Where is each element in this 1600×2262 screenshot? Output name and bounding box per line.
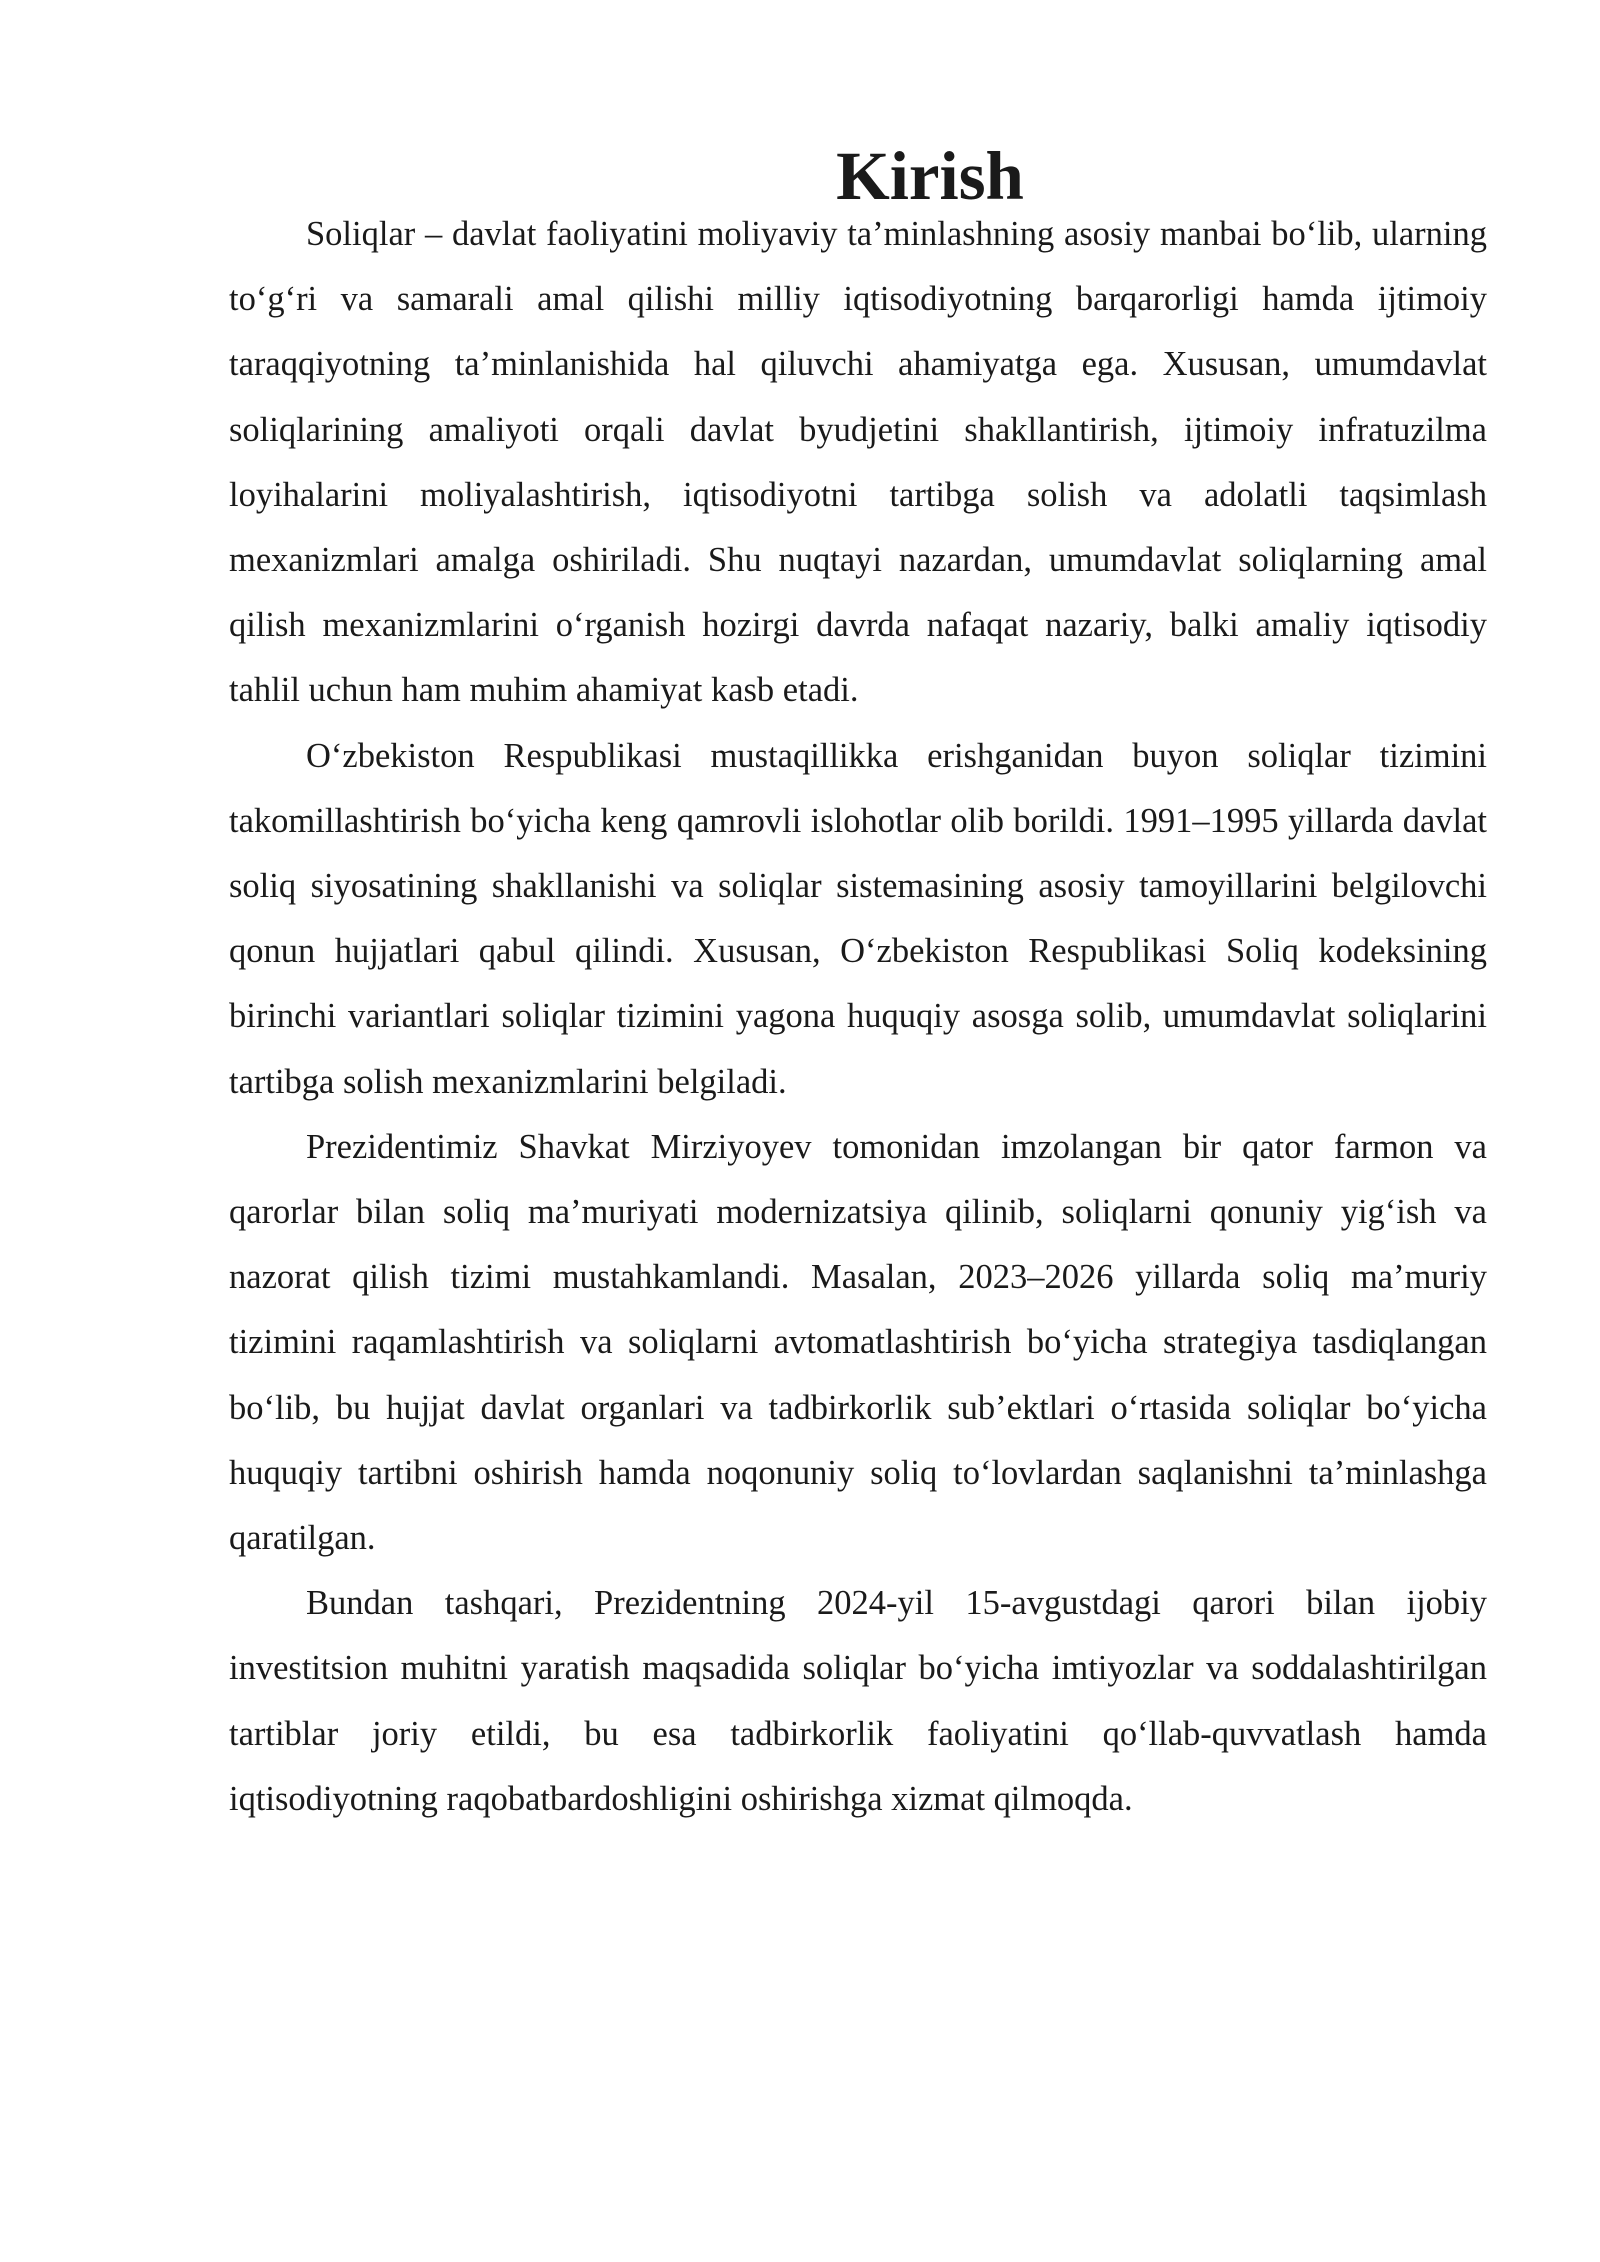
- document-body: [229, 138, 1487, 1832]
- paragraph-2: O‘zbekiston Respublikasi mustaqillikka erishganidan buyon soliqlar tizimini takomillashtirish bo‘yicha keng qamrovli islohotlar olib borildi. 1991–1995 yillarda davlat soliq siyosatining shakllanishi va soliqlar sistemasining asosiy tamoyillarini belgilovchi qonun hujjatlari qabul qilindi. Xususan, O‘zbekiston Respublikasi Soliq kodeksining birinchi variantlari soliqlar tizimini yagona huquqiy asosga solib, umumdavlat soliqlarini tartibga solish mexanizmlarini belgiladi.: [229, 736, 1487, 1101]
- page-title: Kirish: [836, 138, 1024, 214]
- paragraph-1: Soliqlar – davlat faoliyatini moliyaviy ta’minlashning asosiy manbai bo‘lib, ularning to‘g‘ri va samarali amal qilishi milliy iqtisodiyotning barqarorligi hamda ijtimoiy taraqqiyotning ta’minlanishida hal qiluvchi ahamiyatga ega. Xususan, umumdavlat soliqlarining amaliyoti orqali davlat byudjetini shakllantirish, ijtimoiy infratuzilma loyihalarini moliyalashtirish, iqtisodiyotni tartibga solish va adolatli taqsimlash mexanizmlari amalga oshiriladi. Shu nuqtayi nazardan, umumdavlat soliqlarning amal qilish mexanizmlarini o‘rganish hozirgi davrda nafaqat nazariy, balki amaliy iqtisodiy tahlil uchun ham muhim ahamiyat kasb etadi.: [229, 215, 1487, 710]
- paragraph-4: Bundan tashqari, Prezidentning 2024-yil 15-avgustdagi qarori bilan ijobiy investitsion muhitni yaratish maqsadida soliqlar bo‘yicha imtiyozlar va soddalashtirilgan tartiblar joriy etildi, bu esa tadbirkorlik faoliyatini qo‘llab-quvvatlash hamda iqtisodiyotning raqobatbardoshligini oshirishga xizmat qilmoqda.: [229, 1584, 1487, 1818]
- paragraph-3: Prezidentimiz Shavkat Mirziyoyev tomonidan imzolangan bir qator farmon va qarorlar bilan soliq ma’muriyati modernizatsiya qilinib, soliqlarni qonuniy yig‘ish va nazorat qilish tizimi mustahkamlandi. Masalan, 2023–2026 yillarda soliq ma’muriy tizimini raqamlashtirish va soliqlarni avtomatlashtirish bo‘yicha strategiya tasdiqlangan bo‘lib, bu hujjat davlat organlari va tadbirkorlik sub’ektlari o‘rtasida soliqlar bo‘yicha huquqiy tartibni oshirish hamda noqonuniy soliq to‘lovlardan saqlanishni ta’minlashga qaratilgan.: [229, 1127, 1487, 1558]
